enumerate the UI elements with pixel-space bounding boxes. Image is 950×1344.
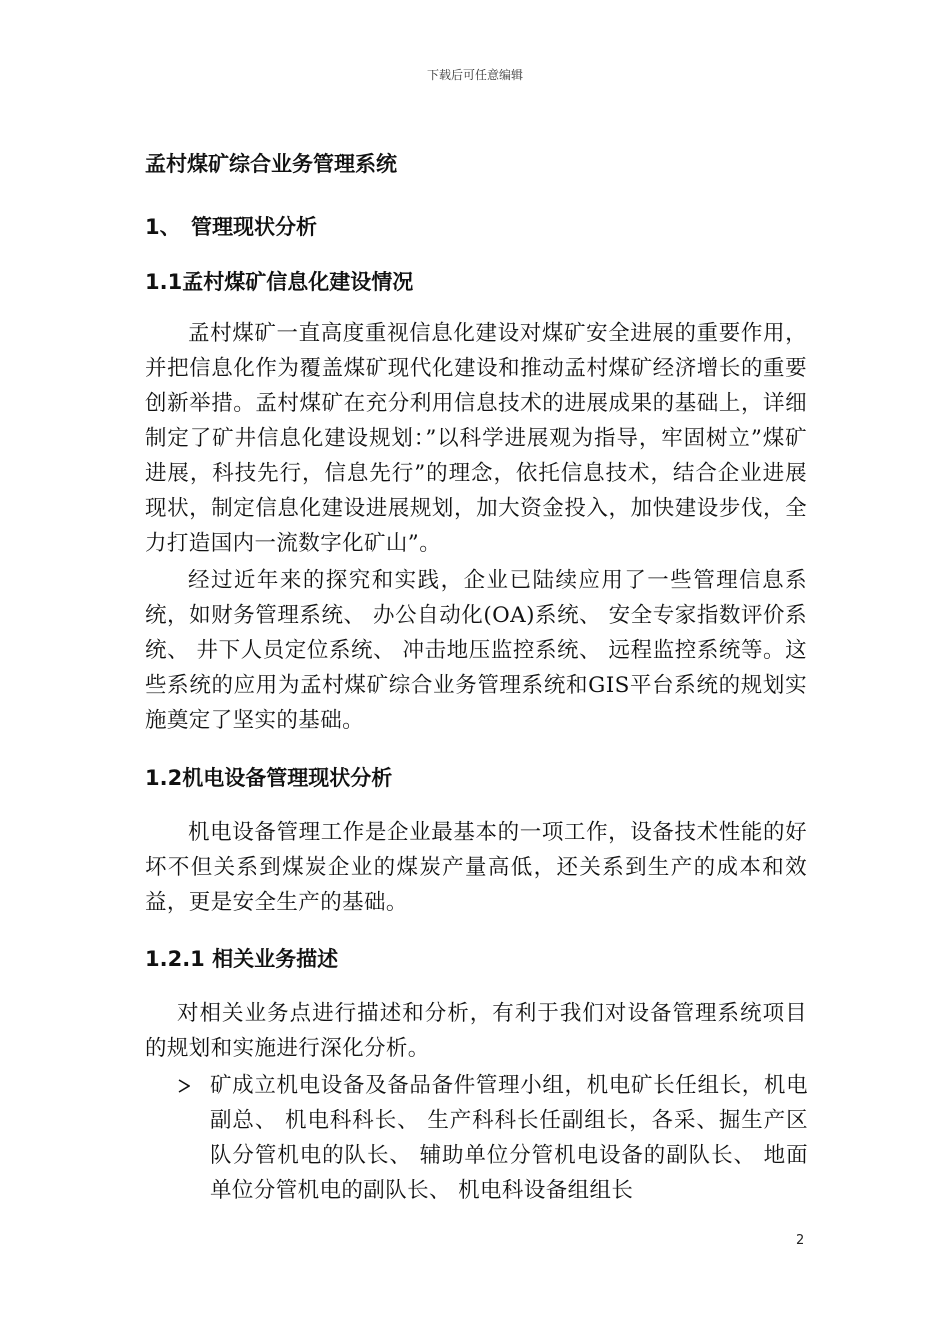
paragraph: 孟村煤矿一直高度重视信息化建设对煤矿安全进展的重要作用，并把信息化作为覆盖煤矿现代化建设和推动孟村煤矿经济增长的重要创新举措。孟村煤矿在充分利用信息技术的进展成果的基础上，详细制定了矿井信息化建设规划：”以科学进展观为指导，牢固树立”煤矿进展，科技先行，信息先行”的理念，依托信息技术，结合企业进展现状，制定信息化建设进展规划，加大资金投入，加快建设步伐，全力打造国内一流数字化矿山”。 xyxy=(145,321,807,556)
section-heading-1-2: 1.2机电设备管理现状分析 xyxy=(145,766,393,790)
paragraph: 对相关业务点进行描述和分析，有利于我们对设备管理系统项目的规划和实施进行深化分析。 xyxy=(145,1001,807,1061)
arrow-bullet-icon xyxy=(178,1079,190,1093)
section-title: 管理现状分析 xyxy=(191,215,317,239)
page-number: 2 xyxy=(796,1233,805,1248)
document-title: 孟村煤矿综合业务管理系统 xyxy=(145,152,397,176)
section-heading-1 xyxy=(145,211,317,241)
section-heading-1-1: 1.1孟村煤矿信息化建设情况 xyxy=(145,270,414,294)
section-number: 1、 xyxy=(145,215,181,239)
list-item-text: 矿成立机电设备及备品备件管理小组，机电矿长任组长，机电副总、 机电科科长、 生产科科长任副组长，各采、掘生产区队分管机电的队长、 辅助单位分管机电设备的副队长、 地面单位分管机电的副队长、 机电科设备组组长 xyxy=(210,1073,808,1203)
paragraph: 机电设备管理工作是企业最基本的一项工作，设备技术性能的好坏不但关系到煤炭企业的煤炭产量高低，还关系到生产的成本和效益，更是安全生产的基础。 xyxy=(145,820,807,915)
page-header: 下载后可任意编辑 xyxy=(426,68,523,82)
section-heading-1-2-1: 1.2.1 相关业务描述 xyxy=(145,947,339,971)
list-item xyxy=(178,1068,808,1208)
paragraph: 经过近年来的探究和实践，企业已陆续应用了一些管理信息系统，如财务管理系统、 办公自动化(OA)系统、 安全专家指数评价系统、 井下人员定位系统、 冲击地压监控系统、 远程监控系统等。这些系统的应用为孟村煤矿综合业务管理系统和GIS平台系统的规划实施奠定了坚实的基础。 xyxy=(145,568,807,733)
